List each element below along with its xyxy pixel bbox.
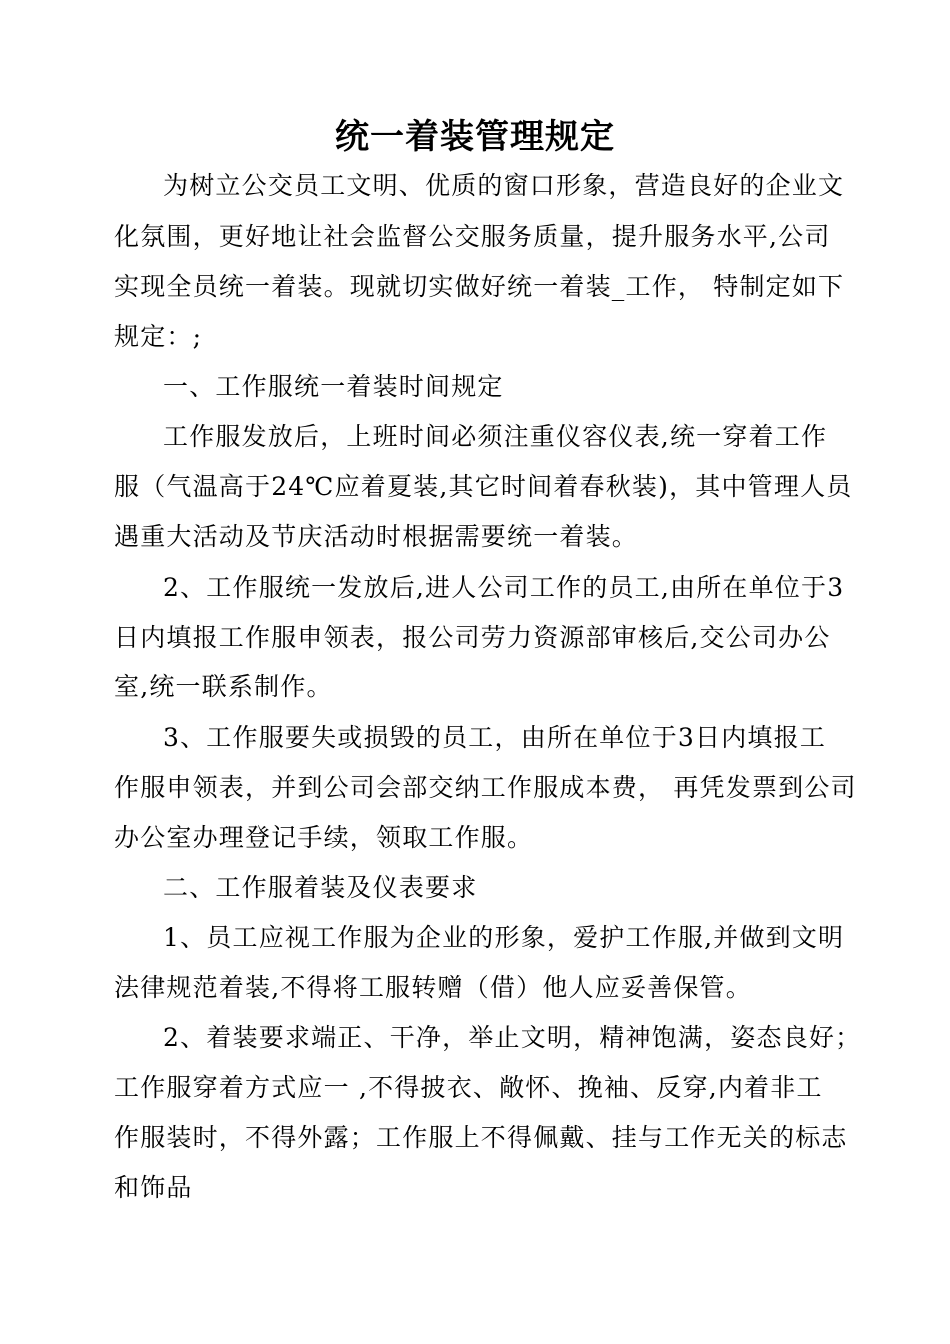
paragraph-line: 作服申领表，并到公司会部交纳工作服成本费， 再凭发票到公司 [114,773,857,802]
paragraph-line: 2、工作服统一发放后,进人公司工作的员工,由所在单位于3 [163,573,845,602]
paragraph-line: 规定：; [114,322,203,351]
paragraph-line: 日内填报工作服申领表，报公司劳力资源部审核后,交公司办公 [114,623,831,652]
document-title: 统一着装管理规定 [335,117,615,157]
paragraph-line: 办公室办理登记手续，领取工作服。 [114,823,534,852]
paragraph-line: 2、着装要求端正、干净，举止文明，精神饱满，姿态良好； [163,1023,862,1052]
paragraph-line: 工作服发放后，上班时间必须注重仪容仪表,统一穿着工作 [163,422,828,451]
paragraph-line: 化氛围，更好地让社会监督公交服务质量，提升服务水平,公司 [114,222,831,251]
paragraph-line: 遇重大活动及节庆活动时根据需要统一着装。 [114,522,639,551]
paragraph-line: 法律规范着装,不得将工服转赠（借）他人应妥善保管。 [114,973,752,1002]
paragraph-line: 为树立公交员工文明、优质的窗口形象，营造良好的企业文 [163,171,845,200]
paragraph-line: 室,统一联系制作。 [114,672,333,701]
paragraph-line: 实现全员统一着装。现就切实做好统一着装_工作， 特制定如下 [114,272,845,301]
paragraph-line: 和饰品 [114,1173,193,1202]
section-heading: 二、工作服着装及仪表要求 [163,873,478,902]
paragraph-line: 作服装时，不得外露；工作服上不得佩戴、挂与工作无关的标志 [114,1123,848,1152]
paragraph-line: 服（气温高于24℃应着夏装,其它时间着春秋装)，其中管理人员 [114,472,853,501]
section-heading: 一、工作服统一着装时间规定 [163,372,504,401]
paragraph-line: 工作服穿着方式应一 ,不得披衣、敞怀、挽袖、反穿,内着非工 [114,1073,823,1102]
paragraph-line: 1、员工应视工作服为企业的形象，爱护工作服,并做到文明 [163,923,845,952]
paragraph-line: 3、工作服要失或损毁的员工，由所在单位于3日内填报工 [163,723,827,752]
